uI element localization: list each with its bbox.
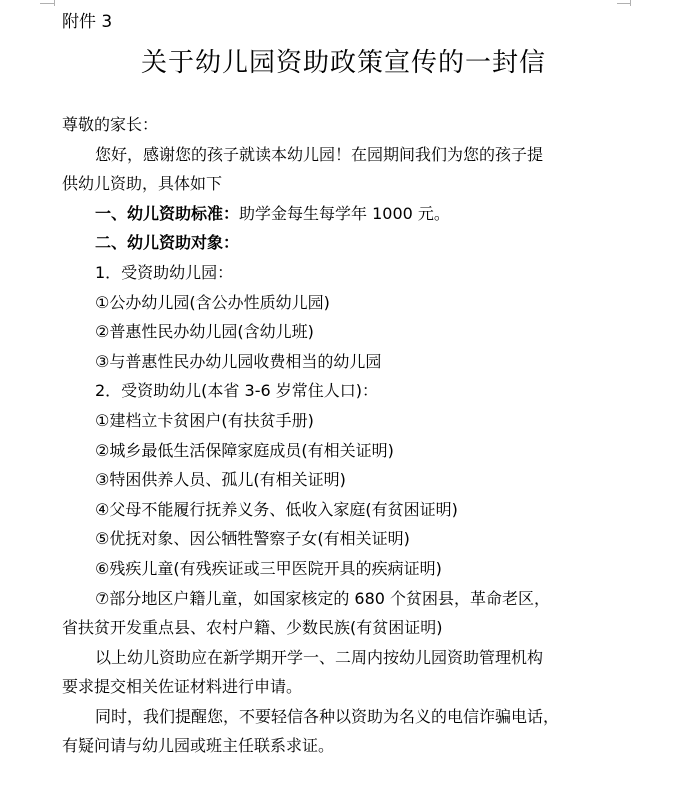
- greeting: 尊敬的家长：: [62, 115, 159, 134]
- list-item: ③特困供养人员、孤儿(有相关证明): [95, 470, 346, 490]
- page-corner-mark: [630, 0, 631, 6]
- list-item: ④父母不能履行抚养义务、低收入家庭(有贫困证明): [95, 499, 458, 519]
- closing-paragraph-line: 要求提交相关佐证材料进行申请。: [62, 677, 303, 697]
- section-text: 助学金每生每学年 1000 元。: [239, 203, 450, 223]
- closing-paragraph-line: 同时，我们提醒您，不要轻信各种以资助为名义的电信诈骗电话，: [95, 706, 560, 726]
- list-item: ①公办幼儿园(含公办性质幼儿园): [95, 292, 330, 312]
- list-item: ①建档立卡贫困户(有扶贫手册): [95, 410, 314, 430]
- list-item: ⑥残疾儿童(有残疾证或三甲医院开具的疾病证明): [95, 558, 442, 578]
- list-item: ⑤优抚对象、因公牺牲警察子女(有相关证明): [95, 529, 410, 549]
- closing-paragraph-line: 有疑问请与幼儿园或班主任联系求证。: [62, 736, 335, 756]
- subsection-heading: 1．受资助幼儿园：: [95, 262, 234, 282]
- section-heading: 二、幼儿资助对象：: [95, 233, 240, 253]
- section-heading: 一、幼儿资助标准：: [95, 203, 240, 223]
- page-corner-mark: [54, 0, 55, 6]
- attachment-label: 附件 3: [62, 12, 113, 32]
- page-corner-mark: [617, 3, 631, 4]
- list-item: ③与普惠性民办幼儿园收费相当的幼儿园: [95, 351, 382, 371]
- letter-body: [62, 110, 662, 761]
- intro-paragraph-line: 供幼儿资助，具体如下: [62, 174, 223, 194]
- list-item: ⑦部分地区户籍儿童，如国家核定的 680 个贫困县，革命老区，: [95, 588, 551, 608]
- document-title: 关于幼儿园资助政策宣传的一封信: [140, 48, 546, 78]
- section-standard: [62, 199, 662, 229]
- list-item: ②普惠性民办幼儿园(含幼儿班): [95, 322, 314, 342]
- list-item-continuation: 省扶贫开发重点县、农村户籍、少数民族(有贫困证明): [62, 618, 443, 638]
- page-corner-mark: [40, 3, 54, 4]
- list-item: ②城乡最低生活保障家庭成员(有相关证明): [95, 440, 394, 460]
- closing-paragraph-line: 以上幼儿资助应在新学期开学一、二周内按幼儿园资助管理机构: [95, 647, 544, 667]
- subsection-heading: 2．受资助幼儿(本省 3-6 岁常住人口)：: [95, 381, 378, 401]
- intro-paragraph-line: 您好，感谢您的孩子就读本幼儿园！在园期间我们为您的孩子提: [95, 144, 544, 164]
